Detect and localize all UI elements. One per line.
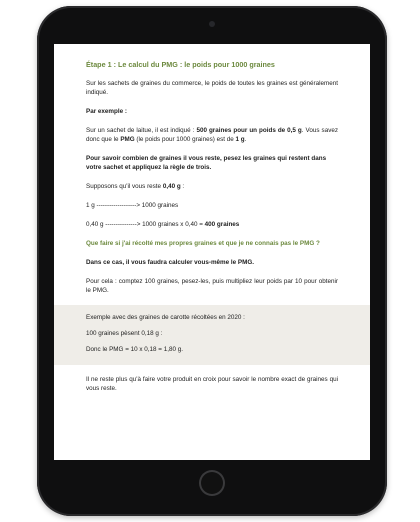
supposons-suffix: : [180, 183, 185, 190]
example-text-3: (le poids pour 1000 graines) est de [134, 136, 236, 143]
example-text-4: . [244, 136, 247, 143]
calc-line-2 [86, 220, 338, 229]
supposons-text: Supposons qu'il vous reste [86, 183, 163, 190]
example-box [54, 305, 370, 365]
example-box-title: Exemple avec des graines de carotte récoltées en 2020 : [86, 314, 245, 321]
example-label: Par exemple : [86, 108, 127, 115]
example-paragraph [86, 126, 338, 144]
answer-paragraph: Dans ce cas, il vous faudra calculer vous-même le PMG. [86, 259, 254, 266]
calc-line-2-text: 0,40 g ---------------> 1000 graines x 0,40 = [86, 221, 205, 228]
document-screen[interactable] [54, 44, 370, 460]
home-button[interactable] [199, 470, 225, 496]
method-paragraph: Pour cela : comptez 100 graines, pesez-les, puis multipliez leur poids par 10 pour obtenir le PMG. [86, 278, 338, 294]
example-text-2: . Vous savez donc que le [86, 127, 338, 143]
example-box-line-2: Donc le PMG = 10 x 0,18 = 1,80 g. [86, 346, 183, 353]
intro-paragraph: Sur les sachets de graines du commerce, le poids de toutes les graines est généralement indiqué. [86, 80, 338, 96]
calc-line-1: 1 g -------------------> 1000 graines [86, 202, 179, 209]
question-heading: Que faire si j'ai récolté mes propres graines et que je ne connais pas le PMG ? [86, 240, 320, 247]
calc-line-2-result: 400 graines [204, 221, 240, 228]
example-bold-1: 500 graines pour un poids de 0,5 g [196, 127, 302, 134]
example-bold-2: PMG [120, 136, 135, 143]
instruction-paragraph: Pour savoir combien de graines il vous reste, pesez les graines qui restent dans votre sachet et appliquez la règle de trois. [86, 155, 327, 171]
conclusion-paragraph: Il ne reste plus qu'à faire votre produit en croix pour savoir le nombre exact de graines qui vous reste. [86, 376, 338, 392]
tablet-frame [37, 6, 387, 516]
supposons-value: 0,40 g [162, 183, 181, 190]
example-bold-3: 1 g [235, 136, 245, 143]
supposons-line [86, 182, 338, 191]
page-title: Étape 1 : Le calcul du PMG : le poids pour 1000 graines [86, 60, 275, 69]
example-text-1: Sur un sachet de laitue, il est indiqué : [86, 127, 197, 134]
camera-icon [209, 21, 215, 27]
example-box-line-1: 100 graines pèsent 0,18 g : [86, 330, 163, 337]
